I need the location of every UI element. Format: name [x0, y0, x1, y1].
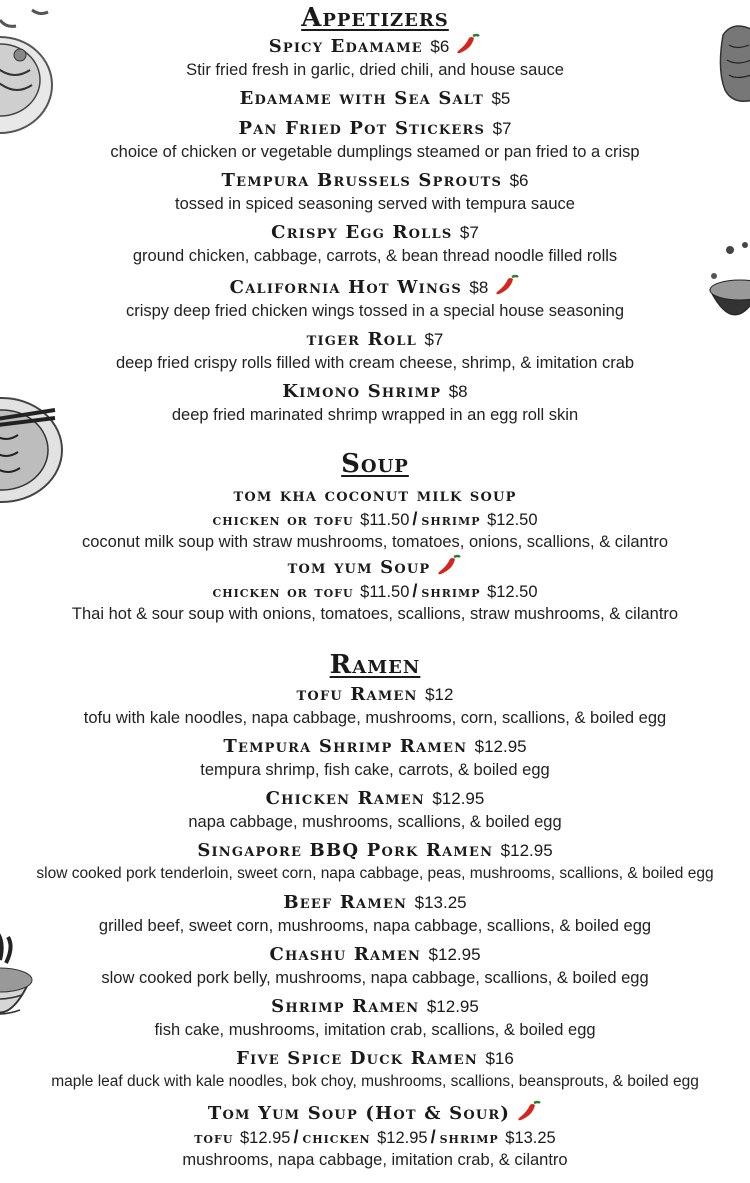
item-name: Spicy Edamame	[268, 36, 423, 57]
appetizers-title: Appetizers	[301, 3, 449, 33]
item-price: $12.95	[428, 945, 481, 964]
item-description: Thai hot & sour soup with onions, tomatoes, scallions, straw mushrooms, & cilantro	[71, 605, 679, 623]
menu-item	[0, 839, 750, 885]
item-name: tiger Roll	[306, 329, 417, 350]
option-label: chicken	[302, 1128, 371, 1147]
option-price: $11.50	[360, 583, 410, 601]
ramen-title: Ramen	[329, 650, 421, 680]
item-name: California Hot Wings	[229, 277, 462, 298]
item-description: maple leaf duck with kale noodles, bok choy, mushrooms, scallions, beansprouts, & boiled egg	[51, 1073, 699, 1090]
option-label: shrimp	[421, 582, 481, 601]
item-price: $6	[509, 171, 529, 190]
item-options	[0, 508, 750, 531]
chili-pepper-icon	[494, 273, 520, 297]
option-price: $13.25	[505, 1129, 556, 1147]
item-price: $8	[448, 382, 468, 401]
item-options	[0, 1126, 750, 1149]
item-description: tossed in spiced seasoning served with tempura sauce	[175, 195, 575, 213]
item-description: deep fried marinated shrimp wrapped in an egg roll skin	[171, 406, 579, 424]
item-description: Stir fried fresh in garlic, dried chili, and house sauce	[186, 61, 564, 79]
menu-item	[0, 380, 750, 426]
item-name: Crispy Egg Rolls	[271, 222, 453, 243]
option-price: $12.50	[487, 583, 538, 601]
option-label: tofu	[194, 1128, 234, 1147]
menu-item	[0, 328, 750, 374]
divider: /	[430, 1127, 437, 1147]
menu-item	[0, 1047, 750, 1093]
divider: /	[412, 581, 419, 601]
item-price: $16	[485, 1049, 514, 1068]
item-description: ground chicken, cabbage, carrots, & bean thread noodle filled rolls	[132, 247, 618, 265]
menu-item	[0, 943, 750, 989]
item-price: $5	[491, 89, 511, 108]
menu-item	[0, 169, 750, 215]
item-description: tempura shrimp, fish cake, carrots, & boiled egg	[200, 761, 550, 779]
option-label: chicken or tofu	[212, 582, 354, 601]
item-description: coconut milk soup with straw mushrooms, tomatoes, onions, scallions, & cilantro	[82, 533, 668, 551]
option-price: $12.95	[240, 1129, 291, 1147]
menu-item	[0, 683, 750, 729]
divider: /	[412, 509, 419, 529]
item-description: grilled beef, sweet corn, mushrooms, napa cabbage, scallions, & boiled egg	[98, 917, 652, 935]
option-label: chicken or tofu	[212, 510, 354, 529]
item-name: Chashu Ramen	[269, 944, 422, 965]
item-description: slow cooked pork tenderloin, sweet corn, napa cabbage, peas, mushrooms, scallions, & boiled egg	[36, 865, 714, 882]
item-price: $7	[424, 330, 444, 349]
option-price: $12.50	[487, 511, 538, 529]
item-price: $12	[425, 685, 454, 704]
item-price: $12.95	[474, 737, 527, 756]
item-description: napa cabbage, mushrooms, scallions, & boiled egg	[188, 813, 562, 831]
item-description: deep fried crispy rolls filled with cream cheese, shrimp, & imitation crab	[115, 354, 635, 372]
item-name: Shrimp Ramen	[271, 996, 420, 1017]
item-name: Singapore BBQ Pork Ramen	[197, 840, 494, 861]
option-label: shrimp	[439, 1128, 499, 1147]
item-price: $7	[459, 223, 479, 242]
item-price: $12.95	[500, 841, 553, 860]
item-description: fish cake, mushrooms, imitation crab, scallions, & boiled egg	[154, 1021, 596, 1039]
chili-pepper-icon	[516, 1099, 542, 1123]
menu-item	[0, 273, 750, 322]
option-label: shrimp	[421, 510, 481, 529]
menu-item	[0, 221, 750, 267]
item-name: Kimono Shrimp	[282, 381, 442, 402]
item-name: tom yum Soup	[287, 557, 431, 578]
option-price: $12.95	[377, 1129, 428, 1147]
option-price: $11.50	[360, 511, 410, 529]
item-price: $13.25	[414, 893, 467, 912]
item-price: $7	[492, 119, 512, 138]
item-options	[0, 580, 750, 603]
menu-item	[0, 117, 750, 163]
item-price: $6	[430, 37, 450, 56]
item-price: $12.95	[432, 789, 485, 808]
item-name: tofu Ramen	[296, 684, 418, 705]
menu-item	[0, 553, 750, 625]
menu-item	[0, 87, 750, 111]
item-name: Beef Ramen	[283, 892, 408, 913]
item-name: Chicken Ramen	[265, 788, 425, 809]
chili-pepper-icon	[436, 553, 462, 577]
menu-item	[0, 787, 750, 833]
item-name: Tempura Shrimp Ramen	[223, 736, 468, 757]
item-description: slow cooked pork belly, mushrooms, napa cabbage, scallions, & boiled egg	[101, 969, 649, 987]
divider: /	[293, 1127, 300, 1147]
menu-item	[0, 735, 750, 781]
item-name: Edamame with Sea Salt	[239, 88, 484, 109]
menu-item	[0, 1099, 750, 1171]
item-description: crispy deep fried chicken wings tossed in a special house seasoning	[125, 302, 625, 320]
item-description: choice of chicken or vegetable dumplings steamed or pan fried to a crisp	[110, 143, 640, 161]
item-price: $12.95	[426, 997, 479, 1016]
item-description: tofu with kale noodles, napa cabbage, mushrooms, corn, scallions, & boiled egg	[83, 709, 667, 727]
chili-pepper-icon	[455, 32, 481, 56]
item-name: Five Spice Duck Ramen	[236, 1048, 478, 1069]
item-name: Tom Yum Soup (Hot & Sour)	[207, 1103, 511, 1124]
menu-item	[0, 995, 750, 1041]
item-price: $8	[469, 278, 489, 297]
menu-item	[0, 32, 750, 81]
item-name: tom kha coconut milk soup	[233, 485, 517, 506]
item-name: Pan Fried Pot Stickers	[238, 118, 486, 139]
item-name: Tempura Brussels Sprouts	[221, 170, 503, 191]
menu-item	[0, 891, 750, 937]
soup-title: Soup	[341, 449, 409, 479]
menu-item	[0, 484, 750, 553]
item-description: mushrooms, napa cabbage, imitation crab, & cilantro	[182, 1151, 568, 1169]
